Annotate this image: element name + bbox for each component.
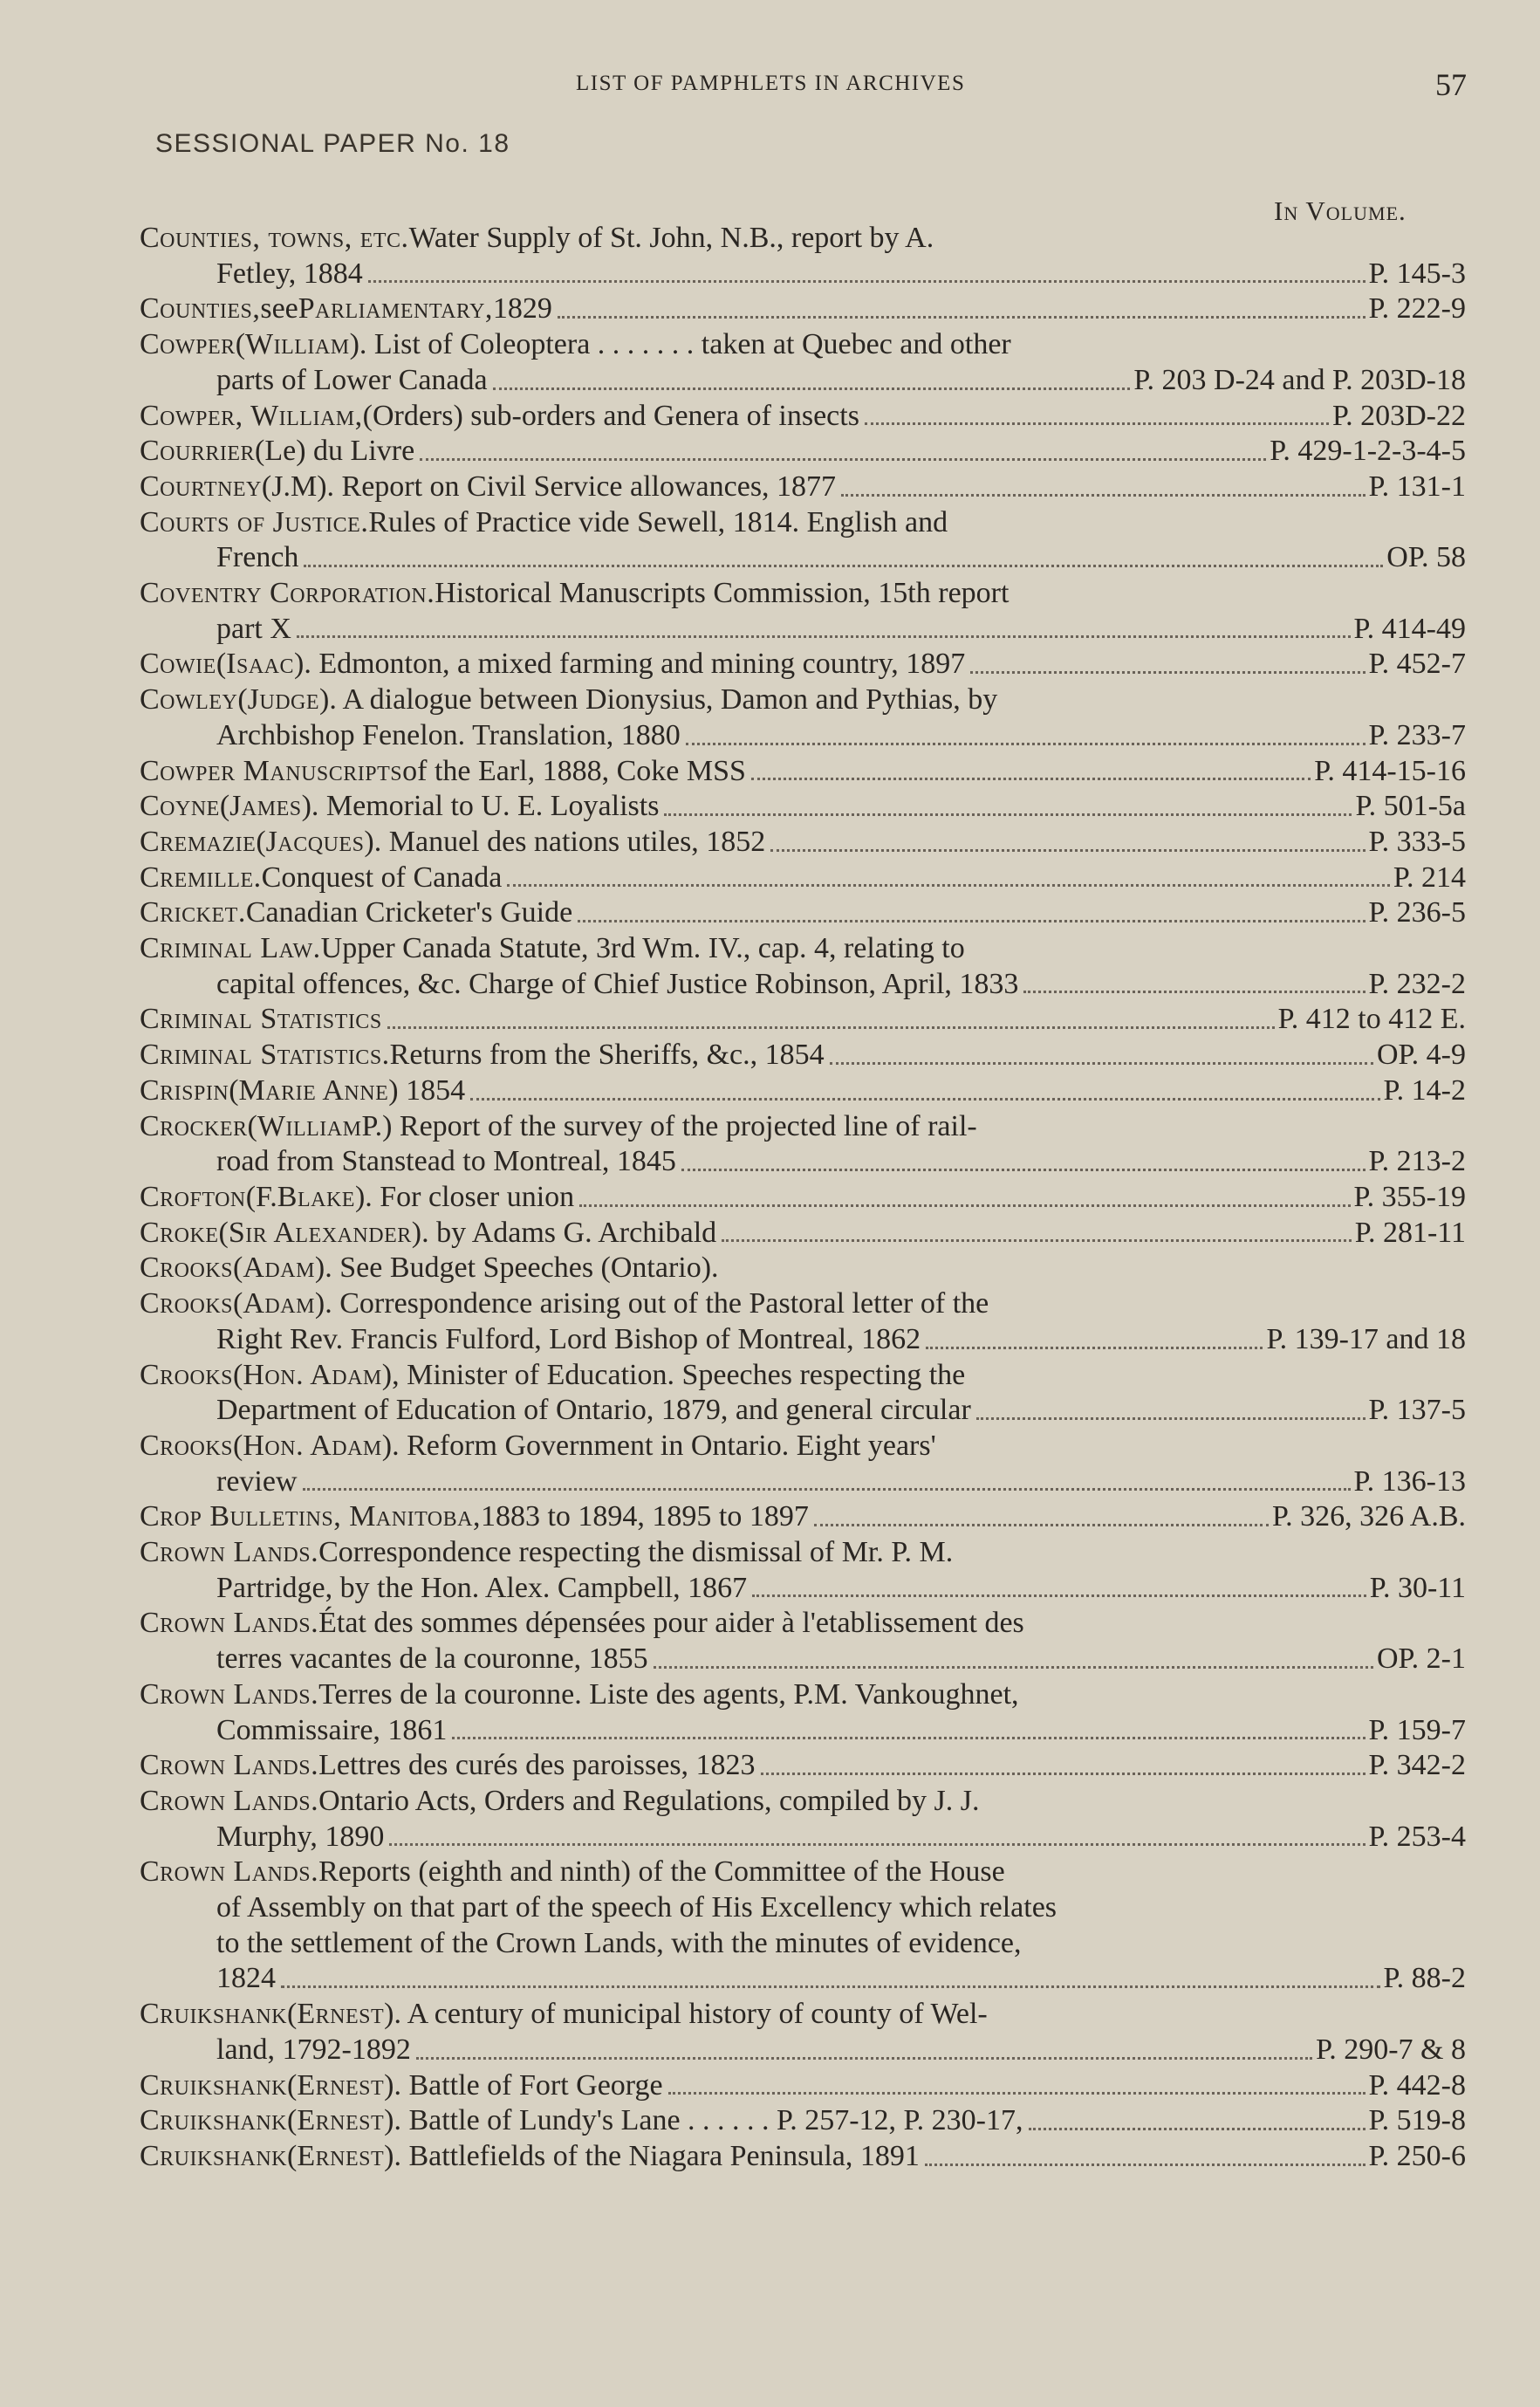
entry-heading: Crown Lands. bbox=[140, 1784, 319, 1817]
pamphlet-entry bbox=[140, 647, 1466, 682]
entry-text: ( bbox=[233, 1429, 243, 1462]
volume-reference: P. 213-2 bbox=[1368, 1145, 1466, 1178]
dot-leader bbox=[654, 1666, 1373, 1669]
entry-continuation-line bbox=[140, 1393, 1466, 1429]
volume-reference: P. 139-17 and 18 bbox=[1266, 1322, 1466, 1355]
entry-heading: Cowley bbox=[140, 683, 238, 717]
pamphlet-entry bbox=[140, 825, 1466, 861]
volume-reference: P. 222-9 bbox=[1368, 292, 1466, 326]
entry-first-line bbox=[140, 825, 1466, 861]
entry-text: ). A century of municipal history of county of Wel- bbox=[384, 1998, 988, 2031]
pamphlet-entry bbox=[140, 399, 1466, 435]
pamphlet-entry bbox=[140, 1286, 1466, 1357]
entry-text: Fetley, 1884 bbox=[216, 257, 363, 290]
entry-first-line bbox=[140, 2068, 1466, 2104]
entry-text: ) 1854 bbox=[388, 1073, 466, 1107]
entry-text: ( bbox=[287, 2104, 298, 2137]
dot-leader bbox=[558, 316, 1365, 319]
dot-leader bbox=[389, 1843, 1365, 1846]
entry-first-line bbox=[140, 1038, 1466, 1073]
volume-reference: P. 452-7 bbox=[1368, 648, 1466, 681]
pamphlet-entry bbox=[140, 931, 1466, 1002]
entry-first-line bbox=[140, 1855, 1466, 1890]
pamphlet-entry bbox=[140, 754, 1466, 790]
entry-heading: Crooks bbox=[140, 1252, 234, 1285]
volume-reference: P. 88-2 bbox=[1383, 1962, 1466, 1995]
dot-leader bbox=[926, 1347, 1263, 1349]
dot-leader bbox=[770, 849, 1365, 852]
entry-heading-name: Hon. Adam bbox=[243, 1358, 382, 1391]
volume-reference: P. 355-19 bbox=[1353, 1180, 1466, 1213]
entry-text: (J.M). Report on Civil Service allowances, 1877 bbox=[261, 470, 837, 503]
entry-heading-name: William bbox=[257, 1109, 362, 1142]
entry-text: parts of Lower Canada bbox=[216, 363, 488, 396]
entry-first-line bbox=[140, 291, 1466, 327]
entry-first-line bbox=[140, 1109, 1466, 1145]
entry-heading: Cremille. bbox=[140, 861, 262, 894]
pamphlet-entry bbox=[140, 1109, 1466, 1180]
dot-leader bbox=[507, 884, 1389, 887]
pamphlet-entry bbox=[140, 434, 1466, 470]
volume-reference: P. 412 to 412 E. bbox=[1277, 1003, 1466, 1036]
volume-reference: P. 519-8 bbox=[1368, 2104, 1466, 2137]
entry-text: road from Stanstead to Montreal, 1845 bbox=[216, 1145, 676, 1178]
entry-text: of Assembly on that part of the speech of His Excellency which relates bbox=[216, 1891, 1057, 1924]
entry-text: ). Battle of Fort George bbox=[384, 2068, 663, 2102]
entry-heading: Crispin bbox=[140, 1073, 229, 1107]
entry-first-line bbox=[140, 1748, 1466, 1784]
entry-text: 1883 to 1894, 1895 to 1897 bbox=[480, 1500, 809, 1533]
entry-first-line bbox=[140, 861, 1466, 896]
entry-heading-name: Hon. Adam bbox=[243, 1429, 382, 1462]
entry-heading: Crown Lands. bbox=[140, 1536, 319, 1569]
entry-text: ( bbox=[233, 1287, 243, 1320]
entry-heading: Counties, bbox=[140, 292, 261, 326]
entry-first-line bbox=[140, 2139, 1466, 2175]
entry-continuation-line bbox=[140, 1890, 1466, 1926]
dot-leader bbox=[686, 743, 1365, 745]
entry-first-line bbox=[140, 1180, 1466, 1216]
entry-text: of the Earl, 1888, Coke MSS bbox=[402, 754, 746, 787]
volume-reference: P. 145-3 bbox=[1368, 257, 1466, 290]
entry-continuation-line bbox=[140, 2033, 1466, 2068]
entry-heading-name: Parliamentary, bbox=[298, 292, 493, 326]
pamphlet-entry bbox=[140, 291, 1466, 327]
volume-reference: P. 236-5 bbox=[1368, 896, 1466, 929]
volume-reference: P. 232-2 bbox=[1368, 967, 1466, 1000]
entry-first-line bbox=[140, 1286, 1466, 1322]
entry-heading: Cowper Manuscripts bbox=[140, 754, 403, 787]
entry-first-line bbox=[140, 754, 1466, 790]
entry-continuation-line bbox=[140, 1820, 1466, 1855]
entry-first-line bbox=[140, 789, 1466, 825]
entry-continuation-line bbox=[140, 1926, 1466, 1962]
pamphlet-entry bbox=[140, 895, 1466, 931]
entry-continuation-line bbox=[140, 1571, 1466, 1607]
entry-heading: Counties, towns, etc. bbox=[140, 222, 409, 254]
entry-heading: Cruikshank bbox=[140, 1998, 288, 2031]
entry-text: État des sommes dépensées pour aider à l'etablissement des bbox=[318, 1607, 1024, 1640]
pamphlet-entry bbox=[140, 1073, 1466, 1109]
sessional-label-text: SESSIONAL PAPER bbox=[155, 129, 417, 158]
entry-heading: Courtney bbox=[140, 470, 262, 503]
entry-text: Right Rev. Francis Fulford, Lord Bishop of Montreal, 1862 bbox=[216, 1322, 921, 1355]
volume-reference: P. 501-5a bbox=[1355, 790, 1466, 823]
dot-leader bbox=[368, 280, 1365, 283]
entry-heading-name: Marie Anne bbox=[238, 1073, 389, 1107]
entry-first-line bbox=[140, 1499, 1466, 1535]
volume-reference: P. 414-15-16 bbox=[1314, 754, 1466, 787]
dot-leader bbox=[722, 1239, 1352, 1242]
entry-first-line bbox=[140, 221, 1466, 257]
entry-heading-name: Blake bbox=[277, 1180, 355, 1213]
entry-heading-name: Ernest bbox=[297, 2139, 385, 2172]
entry-text: Department of Education of Ontario, 1879, and general circular bbox=[216, 1394, 971, 1427]
entry-continuation-line bbox=[140, 967, 1466, 1003]
entry-first-line bbox=[140, 682, 1466, 718]
entry-first-line bbox=[140, 647, 1466, 682]
entry-continuation-line bbox=[140, 1322, 1466, 1358]
entry-continuation-line bbox=[140, 540, 1466, 576]
entry-heading: Crofton bbox=[140, 1180, 246, 1213]
entry-first-line bbox=[140, 399, 1466, 435]
entry-text: ( bbox=[219, 790, 230, 823]
entry-text: Murphy, 1890 bbox=[216, 1820, 385, 1853]
entry-text: Terres de la couronne. Liste des agents, P.M. Vankoughnet, bbox=[318, 1677, 1019, 1711]
entry-text: ). Battle of Lundy's Lane . . . . . . P. 257-12, P. 230-17, bbox=[384, 2104, 1023, 2137]
entry-first-line bbox=[140, 931, 1466, 967]
entry-text: ( bbox=[233, 1252, 243, 1285]
pamphlet-entry bbox=[140, 327, 1466, 398]
entry-heading-name: Ernest bbox=[297, 2068, 385, 2102]
entry-text: Partridge, by the Hon. Alex. Campbell, 1867 bbox=[216, 1571, 748, 1604]
pamphlet-entry bbox=[140, 470, 1466, 505]
pamphlet-entry bbox=[140, 1038, 1466, 1073]
entry-text: ( bbox=[287, 1998, 298, 2031]
entry-heading-name: Judge bbox=[247, 683, 320, 717]
entry-heading: Crown Lands. bbox=[140, 1677, 319, 1711]
entry-text: part X bbox=[216, 612, 291, 645]
volume-reference: OP. 4-9 bbox=[1376, 1039, 1466, 1072]
entry-text: ). Memorial to U. E. Loyalists bbox=[301, 790, 660, 823]
volume-reference: P. 281-11 bbox=[1354, 1216, 1466, 1249]
dot-leader bbox=[814, 1524, 1269, 1526]
entry-text: ( bbox=[237, 683, 248, 717]
entry-text: ). Edmonton, a mixed farming and mining country, 1897 bbox=[294, 648, 966, 681]
entry-first-line bbox=[140, 434, 1466, 470]
volume-reference: P. 290-7 & 8 bbox=[1316, 2033, 1466, 2066]
pamphlet-entry bbox=[140, 1855, 1466, 1997]
volume-reference: P. 30-11 bbox=[1369, 1571, 1466, 1604]
entry-heading: Crooks bbox=[140, 1358, 234, 1391]
entry-heading: Coyne bbox=[140, 790, 220, 823]
entry-first-line bbox=[140, 1535, 1466, 1571]
entry-text: ). Correspondence arising out of the Pastoral letter of the bbox=[314, 1287, 989, 1320]
entry-continuation-line bbox=[140, 1713, 1466, 1749]
entry-text: ( bbox=[247, 1109, 257, 1142]
entry-first-line bbox=[140, 1251, 1466, 1286]
entry-first-line bbox=[140, 576, 1466, 612]
dot-leader bbox=[664, 813, 1352, 816]
entry-text: see bbox=[260, 292, 298, 326]
volume-reference: P. 429-1-2-3-4-5 bbox=[1270, 435, 1466, 468]
entry-continuation-line bbox=[140, 1961, 1466, 1997]
dot-leader bbox=[470, 1098, 1379, 1101]
dot-leader bbox=[1023, 991, 1365, 993]
pamphlet-entry bbox=[140, 576, 1466, 647]
entry-first-line bbox=[140, 1784, 1466, 1820]
entry-first-line bbox=[140, 327, 1466, 363]
entry-text: ). Manuel des nations utiles, 1852 bbox=[364, 825, 766, 858]
volume-reference: P. 131-1 bbox=[1368, 470, 1466, 503]
dot-leader bbox=[865, 422, 1329, 425]
volume-reference: OP. 58 bbox=[1386, 541, 1466, 574]
volume-reference: P. 250-6 bbox=[1368, 2139, 1466, 2172]
entry-text: ( bbox=[287, 2068, 298, 2102]
dot-leader bbox=[281, 1985, 1380, 1988]
entry-heading-name: James bbox=[229, 790, 302, 823]
pamphlet-entry bbox=[140, 1180, 1466, 1216]
entry-heading: Cruikshank bbox=[140, 2068, 288, 2102]
entry-continuation-line bbox=[140, 612, 1466, 648]
entry-heading: Coventry Corporation. bbox=[140, 577, 435, 610]
dot-leader bbox=[970, 671, 1365, 674]
entry-text: Returns from the Sheriffs, &c., 1854 bbox=[389, 1039, 825, 1072]
entry-continuation-line bbox=[140, 1464, 1466, 1500]
pamphlet-entry bbox=[140, 1748, 1466, 1784]
pamphlet-entry bbox=[140, 2103, 1466, 2139]
entry-text: ). A dialogue between Dionysius, Damon and Pythias, by bbox=[319, 683, 998, 717]
entry-text: ( bbox=[229, 1073, 239, 1107]
entry-text: ( bbox=[287, 2139, 298, 2172]
pamphlet-entry bbox=[140, 789, 1466, 825]
running-title: LIST OF PAMPHLETS IN ARCHIVES bbox=[576, 72, 966, 95]
entry-text: (F. bbox=[245, 1180, 277, 1213]
entry-heading: Cricket. bbox=[140, 896, 246, 929]
entry-text: ), Minister of Education. Speeches respecting the bbox=[381, 1358, 966, 1391]
entry-text: 1824 bbox=[216, 1962, 276, 1995]
entry-heading: Cruikshank bbox=[140, 2104, 288, 2137]
entry-text: ). List of Coleoptera . . . . . . . taken at Quebec and other bbox=[349, 328, 1011, 361]
entry-heading: Cremazie bbox=[140, 825, 257, 858]
volume-reference: P. 326, 326 A.B. bbox=[1272, 1500, 1466, 1533]
entry-first-line bbox=[140, 1002, 1466, 1038]
entry-text: capital offences, &c. Charge of Chief Justice Robinson, April, 1833 bbox=[216, 967, 1019, 1000]
entry-text: ( bbox=[233, 1358, 243, 1391]
volume-reference: P. 233-7 bbox=[1368, 718, 1466, 751]
pamphlet-entry bbox=[140, 1002, 1466, 1038]
pamphlet-entry bbox=[140, 1429, 1466, 1499]
entry-text: ). Reform Government in Ontario. Eight years' bbox=[381, 1429, 936, 1462]
entry-first-line bbox=[140, 470, 1466, 505]
entry-text: ( bbox=[218, 1216, 229, 1249]
volume-reference: P. 14-2 bbox=[1383, 1073, 1466, 1107]
entry-first-line bbox=[140, 895, 1466, 931]
volume-reference: OP. 2-1 bbox=[1376, 1642, 1466, 1676]
dot-leader bbox=[751, 778, 1311, 780]
entry-text: Upper Canada Statute, 3rd Wm. IV., cap. 4, relating to bbox=[320, 932, 965, 965]
entry-heading: Courts of Justice. bbox=[140, 505, 369, 538]
entry-heading: Crown Lands. bbox=[140, 1749, 319, 1782]
entry-first-line bbox=[140, 1997, 1466, 2033]
entry-heading: Criminal Statistics. bbox=[140, 1039, 390, 1072]
entry-text: Correspondence respecting the dismissal of Mr. P. M. bbox=[318, 1536, 954, 1569]
entry-continuation-line bbox=[140, 363, 1466, 399]
dot-leader bbox=[681, 1169, 1365, 1171]
dot-leader bbox=[830, 1062, 1373, 1065]
pamphlet-entry bbox=[140, 1216, 1466, 1252]
volume-reference: P. 214 bbox=[1393, 861, 1466, 894]
entry-text: land, 1792-1892 bbox=[216, 2033, 411, 2066]
page-number: 57 bbox=[1435, 67, 1467, 102]
volume-reference: P. 203 D-24 and P. 203D-18 bbox=[1133, 363, 1466, 396]
pamphlet-entry bbox=[140, 1535, 1466, 1606]
entry-text: Rules of Practice vide Sewell, 1814. English and bbox=[368, 505, 948, 538]
entry-text: Conquest of Canada bbox=[261, 861, 503, 894]
entry-heading-name: Sir Alexander bbox=[228, 1216, 412, 1249]
entry-continuation-line bbox=[140, 718, 1466, 754]
entry-text: Water Supply of St. John, N.B., report by A. bbox=[408, 222, 934, 254]
entry-text: Reports (eighth and ninth) of the Committee of the House bbox=[318, 1855, 1005, 1889]
pamphlet-entry bbox=[140, 1499, 1466, 1535]
pamphlet-entry bbox=[140, 1784, 1466, 1855]
pamphlet-entry bbox=[140, 2139, 1466, 2175]
entry-text: ). Battlefields of the Niagara Peninsula, 1891 bbox=[384, 2139, 920, 2172]
sessional-number: No. 18 bbox=[425, 129, 510, 158]
dot-leader bbox=[841, 494, 1365, 497]
dot-leader bbox=[578, 920, 1365, 922]
entry-heading-name: Adam bbox=[243, 1287, 315, 1320]
entry-first-line bbox=[140, 1073, 1466, 1109]
dot-leader bbox=[303, 1488, 1351, 1491]
dot-leader bbox=[452, 1737, 1365, 1739]
column-heading-in-volume: In Volume. bbox=[1274, 195, 1407, 226]
entry-heading: Criminal Statistics bbox=[140, 1003, 382, 1036]
entry-first-line bbox=[140, 505, 1466, 541]
dot-leader bbox=[761, 1773, 1365, 1775]
dot-leader bbox=[579, 1204, 1350, 1207]
entry-first-line bbox=[140, 1606, 1466, 1642]
entry-first-line bbox=[140, 2103, 1466, 2139]
dot-leader bbox=[1029, 2128, 1365, 2130]
entry-heading: Crown Lands. bbox=[140, 1607, 319, 1640]
entry-text: ). See Budget Speeches (Ontario). bbox=[314, 1252, 719, 1285]
entry-heading: Criminal Law. bbox=[140, 932, 321, 965]
entry-heading: Croke bbox=[140, 1216, 219, 1249]
entry-text: Historical Manuscripts Commission, 15th report bbox=[435, 577, 1010, 610]
entry-text: French bbox=[216, 541, 299, 574]
entry-heading: Courrier bbox=[140, 435, 256, 468]
dot-leader bbox=[297, 635, 1351, 638]
pamphlet-entry bbox=[140, 861, 1466, 896]
entry-heading-name: Jacques bbox=[265, 825, 365, 858]
volume-reference: P. 442-8 bbox=[1368, 2068, 1466, 2102]
pamphlet-entry bbox=[140, 2068, 1466, 2104]
pamphlet-entry bbox=[140, 1677, 1466, 1748]
entry-heading-name: Ernest bbox=[297, 1998, 385, 2031]
entry-text: terres vacantes de la couronne, 1855 bbox=[216, 1642, 648, 1676]
entry-heading: Cowper, William, bbox=[140, 399, 363, 432]
pamphlet-entry-list bbox=[140, 221, 1466, 2175]
entry-heading-name: Isaac bbox=[226, 648, 294, 681]
entry-text: ). For closer union bbox=[354, 1180, 575, 1213]
entry-text: Archbishop Fenelon. Translation, 1880 bbox=[216, 718, 681, 751]
entry-text: ( bbox=[235, 328, 246, 361]
entry-heading-name: William bbox=[245, 328, 350, 361]
entry-continuation-line bbox=[140, 257, 1466, 292]
pamphlet-entry bbox=[140, 1251, 1466, 1286]
entry-continuation-line bbox=[140, 1144, 1466, 1180]
dot-leader bbox=[752, 1594, 1366, 1597]
entry-text: ( bbox=[216, 648, 227, 681]
entry-text: (Le) du Livre bbox=[255, 435, 415, 468]
dot-leader bbox=[416, 2057, 1312, 2060]
volume-reference: P. 414-49 bbox=[1353, 612, 1466, 645]
dot-leader bbox=[668, 2092, 1365, 2095]
pamphlet-entry bbox=[140, 1606, 1466, 1677]
volume-reference: P. 253-4 bbox=[1368, 1820, 1466, 1853]
entry-first-line bbox=[140, 1429, 1466, 1464]
volume-reference: P. 136-13 bbox=[1353, 1464, 1466, 1498]
dot-leader bbox=[420, 458, 1266, 461]
dot-leader bbox=[493, 387, 1131, 390]
entry-first-line bbox=[140, 1216, 1466, 1252]
pamphlet-entry bbox=[140, 505, 1466, 576]
entry-heading: Cowie bbox=[140, 648, 216, 681]
entry-text: Ontario Acts, Orders and Regulations, compiled by J. J. bbox=[318, 1784, 980, 1817]
entry-heading-name: Ernest bbox=[297, 2104, 385, 2137]
entry-text: review bbox=[216, 1464, 298, 1498]
entry-text: P.) Report of the survey of the projected line of rail- bbox=[361, 1109, 977, 1142]
entry-text: to the settlement of the Crown Lands, with the minutes of evidence, bbox=[216, 1926, 1022, 1959]
entry-heading-name: Adam bbox=[243, 1252, 315, 1285]
dot-leader bbox=[976, 1417, 1365, 1420]
entry-heading: Crown Lands. bbox=[140, 1855, 319, 1889]
entry-text: Lettres des curés des paroisses, 1823 bbox=[318, 1749, 756, 1782]
pamphlet-entry bbox=[140, 1358, 1466, 1429]
entry-continuation-line bbox=[140, 1642, 1466, 1677]
entry-heading: Crocker bbox=[140, 1109, 248, 1142]
entry-heading: Crop Bulletins, Manitoba, bbox=[140, 1500, 481, 1533]
volume-reference: P. 137-5 bbox=[1368, 1394, 1466, 1427]
pamphlet-entry bbox=[140, 682, 1466, 753]
entry-heading: Crooks bbox=[140, 1429, 234, 1462]
entry-text: Canadian Cricketer's Guide bbox=[245, 896, 573, 929]
entry-text: ). by Adams G. Archibald bbox=[411, 1216, 717, 1249]
entry-text: 1829 bbox=[492, 292, 552, 326]
entry-first-line bbox=[140, 1677, 1466, 1713]
entry-text: (Orders) sub-orders and Genera of insects bbox=[362, 399, 859, 432]
dot-leader bbox=[387, 1026, 1275, 1029]
pamphlet-entry bbox=[140, 1997, 1466, 2068]
entry-heading: Cowper bbox=[140, 328, 236, 361]
pamphlet-entry bbox=[140, 221, 1466, 291]
entry-first-line bbox=[140, 1358, 1466, 1394]
entry-heading: Cruikshank bbox=[140, 2139, 288, 2172]
sessional-paper-label bbox=[155, 129, 510, 159]
entry-text: Commissaire, 1861 bbox=[216, 1713, 448, 1746]
volume-reference: P. 203D-22 bbox=[1331, 399, 1466, 432]
volume-reference: P. 342-2 bbox=[1368, 1749, 1466, 1782]
entry-text: ( bbox=[256, 825, 266, 858]
volume-reference: P. 159-7 bbox=[1368, 1713, 1466, 1746]
dot-leader bbox=[925, 2164, 1365, 2166]
volume-reference: P. 333-5 bbox=[1368, 825, 1466, 858]
entry-heading: Crooks bbox=[140, 1287, 234, 1320]
dot-leader bbox=[304, 565, 1383, 567]
